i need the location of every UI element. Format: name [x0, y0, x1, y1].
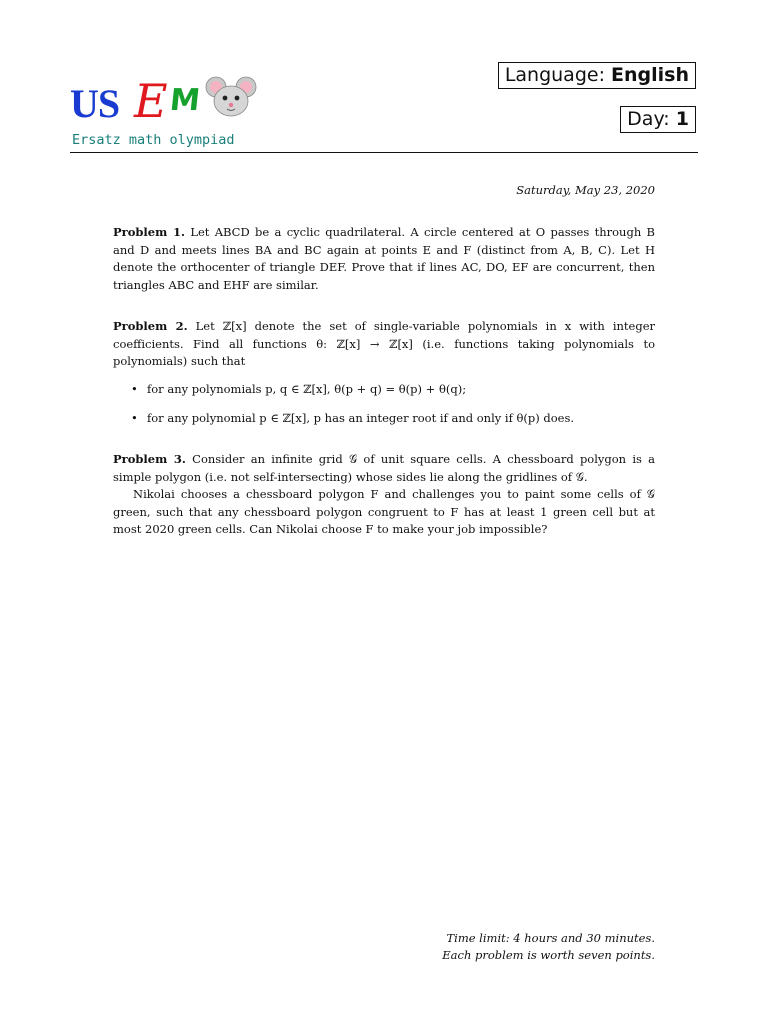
problem-1-text: Let ABCD be a cyclic quadrilateral. A circle centered at O passes through B and D and meets lines BA and BC again at points E and F (distinct from A, B, C). Let H denote the orthocenter of triangle DEF. Prove that if lines AC, DO, EF are concurrent, then triangles ABC and EHF are similar. — [113, 225, 656, 292]
time-limit: Time limit: 4 hours and 30 minutes. — [446, 931, 655, 945]
day-label: Day: — [627, 108, 670, 130]
language-label: Language: — [504, 64, 605, 86]
footer-notes — [442, 930, 655, 964]
list-item — [113, 381, 655, 399]
day-box — [620, 106, 696, 133]
header-divider — [70, 152, 698, 153]
problem-3-text-2: Nikolai chooses a chessboard polygon F and challenges you to paint some cells of 𝒢 green, such that any chessboard polygon congruent to F has at least 1 green cell but at most 2020 green cells. Can Nikolai choose F to make your job impossible? — [113, 487, 655, 536]
exam-date: Saturday, May 23, 2020 — [516, 183, 655, 197]
points-note: Each problem is worth seven points. — [442, 948, 655, 962]
problem-3-label: Problem 3. — [113, 452, 186, 466]
problem-3 — [113, 451, 655, 539]
problem-2-condition-1: for any polynomials p, q ∈ ℤ[x], θ(p + q) = θ(p) + θ(q); — [147, 381, 467, 396]
problem-2-text: Let ℤ[x] denote the set of single-variable polynomials in x with integer coefficients. Find all functions θ: ℤ[x] → ℤ[x] (i.e. functions taking polynomials to polynomials) such that — [113, 319, 656, 368]
logo-tagline: Ersatz math olympiad — [72, 132, 235, 148]
bullet-icon: • — [131, 411, 138, 425]
day-value: 1 — [675, 108, 689, 130]
list-item — [113, 410, 655, 428]
problem-2-label: Problem 2. — [113, 319, 188, 333]
logo-us-text: US — [70, 81, 120, 126]
problem-3-text: Consider an infinite grid 𝒢 of unit square cells. A chessboard polygon is a simple polygon (i.e. not self-intersecting) whose sides lie along the gridlines of 𝒢. — [113, 452, 656, 484]
problem-1-label: Problem 1. — [113, 225, 185, 239]
mouse-mascot-icon — [205, 76, 257, 120]
problem-2-condition-2: for any polynomial p ∈ ℤ[x], p has an integer root if and only if θ(p) does. — [147, 411, 575, 425]
problem-1 — [113, 224, 655, 294]
bullet-icon: • — [131, 381, 138, 396]
language-box — [498, 62, 696, 89]
problem-2-conditions — [113, 381, 655, 428]
problem-2 — [113, 318, 655, 440]
language-value: English — [611, 64, 689, 86]
logo-m-text: M — [168, 83, 202, 118]
logo-e-text: E — [134, 74, 168, 128]
